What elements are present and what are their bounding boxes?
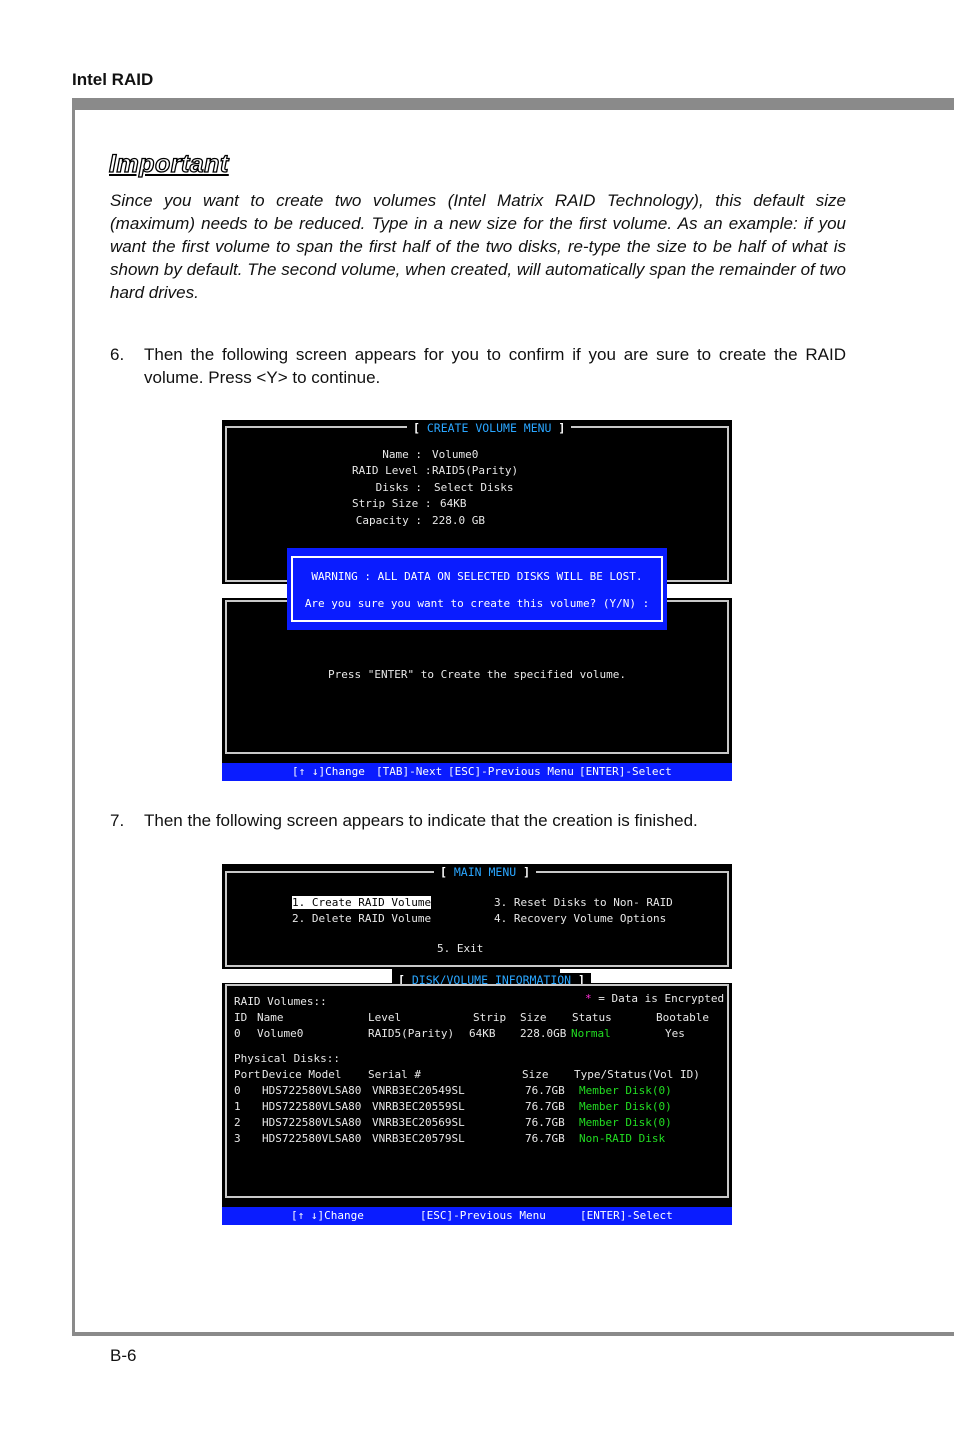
col-bootable: Bootable <box>656 1011 709 1024</box>
disk-model: HDS722580VLSA80 <box>262 1100 362 1113</box>
disk-size: 76.7GB <box>525 1084 565 1097</box>
disk-serial: VNRB3EC20579SL <box>372 1132 465 1145</box>
status-select: [ENTER]-Select <box>580 1209 673 1222</box>
volume-level: RAID5(Parity) <box>368 1027 455 1040</box>
warning-confirm-prompt[interactable]: Are you sure you want to create this volume? (Y/N) : <box>304 597 650 610</box>
field-label-name: Name : <box>382 448 422 461</box>
disk-size: 76.7GB <box>525 1116 565 1129</box>
status-previous: [ESC]-Previous Menu <box>448 765 574 778</box>
disk-type-status: Member Disk(0) <box>579 1084 672 1097</box>
disk-port: 0 <box>234 1084 241 1097</box>
volume-id: 0 <box>234 1027 241 1040</box>
col-serial: Serial # <box>368 1068 421 1081</box>
volume-bootable: Yes <box>665 1027 685 1040</box>
status-change: [↑ ↓]Change <box>292 765 365 778</box>
col-level: Level <box>368 1011 402 1024</box>
encrypted-legend: * = Data is Encrypted <box>585 992 725 1005</box>
col-size: Size <box>520 1011 547 1024</box>
disk-size: 76.7GB <box>525 1132 565 1145</box>
menu-item-recovery-volume-options[interactable]: 4. Recovery Volume Options <box>494 912 667 925</box>
help-text: Press "ENTER" to Create the specified volume. <box>327 668 626 681</box>
main-menu-screen <box>222 864 732 1225</box>
volume-strip: 64KB <box>469 1027 496 1040</box>
volume-status: Normal <box>571 1027 611 1040</box>
status-next: [TAB]-Next <box>376 765 443 778</box>
volume-size: 228.0GB <box>520 1027 567 1040</box>
field-label-capacity: Capacity : <box>355 514 422 527</box>
warning-line-1: WARNING : ALL DATA ON SELECTED DISKS WILL BE LOST. <box>311 570 643 583</box>
raid-volumes-title: RAID Volumes:: <box>234 995 327 1008</box>
status-select: [ENTER]-Select <box>579 765 672 778</box>
status-previous: [ESC]-Previous Menu <box>420 1209 546 1222</box>
disk-serial: VNRB3EC20569SL <box>372 1116 465 1129</box>
left-rule <box>72 110 75 1334</box>
page-number: B-6 <box>110 1346 137 1365</box>
main-menu-header: [ MAIN MENU ] <box>434 865 536 879</box>
col-device-model: Device Model <box>262 1068 342 1081</box>
menu-item-reset-disks[interactable]: 3. Reset Disks to Non- RAID <box>494 896 673 909</box>
step-number: 7. <box>110 811 125 830</box>
disk-port: 2 <box>234 1116 241 1129</box>
create-volume-header: [ CREATE VOLUME MENU ] <box>407 421 571 435</box>
physical-disks-title: Physical Disks:: <box>234 1052 340 1065</box>
disk-volume-info-header: [ DISK/VOLUME INFORMATION ] <box>392 973 591 987</box>
disk-model: HDS722580VLSA80 <box>262 1116 362 1129</box>
warning-dialog <box>287 548 667 630</box>
warning-frame <box>291 556 663 622</box>
status-change: [↑ ↓]Change <box>291 1209 364 1222</box>
col-id: ID <box>234 1011 248 1024</box>
section-title: Intel RAID <box>72 70 154 89</box>
disk-model: HDS722580VLSA80 <box>262 1132 362 1145</box>
bottom-rule <box>72 1332 954 1336</box>
create-volume-screen <box>222 420 732 781</box>
disk-model: HDS722580VLSA80 <box>262 1084 362 1097</box>
step-number: 6. <box>110 345 125 364</box>
important-heading: Important <box>109 150 229 178</box>
col-name: Name <box>257 1011 284 1024</box>
field-label-strip-size: Strip Size : <box>352 497 432 510</box>
status-bar <box>222 1207 732 1225</box>
encrypted-marker: * <box>585 992 592 1005</box>
volume-name: Volume0 <box>257 1027 304 1040</box>
step-text: Then the following screen appears to indicate that the creation is finished. <box>144 811 698 830</box>
disk-serial: VNRB3EC20559SL <box>372 1100 465 1113</box>
field-value-capacity: 228.0 GB <box>432 514 485 527</box>
col-strip: Strip <box>473 1011 507 1024</box>
status-bar <box>222 763 732 781</box>
disk-serial: VNRB3EC20549SL <box>372 1084 465 1097</box>
col-port: Port <box>234 1068 261 1081</box>
disk-port: 1 <box>234 1100 241 1113</box>
menu-item-delete-raid-volume[interactable]: 2. Delete RAID Volume <box>292 912 432 925</box>
disk-size: 76.7GB <box>525 1100 565 1113</box>
disk-type-status: Member Disk(0) <box>579 1116 672 1129</box>
menu-item-create-raid-volume[interactable]: 1. Create RAID Volume <box>292 896 432 909</box>
separator-left <box>222 969 392 983</box>
field-value-name: Volume0 <box>432 448 479 461</box>
col-disk-size: Size <box>522 1068 549 1081</box>
important-text: Since you want to create two volumes (Intel Matrix RAID Technology), this default size (maximum) needs to be reduced. Type in a new size for the first volume. As an example: if you want the first volume to span the first half of the two disks, re-type the size to be half of what is shown by default. The second volume, when created, will automatically span the remainder of two hard drives. <box>110 191 846 302</box>
col-status: Status <box>572 1011 612 1024</box>
field-value-disks: Select Disks <box>434 481 514 494</box>
header-bar <box>72 98 954 110</box>
step-text: Then the following screen appears for you to confirm if you are sure to create the RAID volume. Press <Y> to continue. <box>144 345 846 387</box>
field-label-disks: Disks : <box>375 481 422 494</box>
field-label-raid-level: RAID Level : <box>352 464 432 477</box>
field-value-strip-size: 64KB <box>440 497 467 510</box>
disk-type-status: Non-RAID Disk <box>579 1132 666 1145</box>
field-value-raid-level: RAID5(Parity) <box>432 464 519 477</box>
disk-type-status: Member Disk(0) <box>579 1100 672 1113</box>
disk-port: 3 <box>234 1132 241 1145</box>
menu-item-exit[interactable]: 5. Exit <box>437 942 484 955</box>
col-type-status: Type/Status(Vol ID) <box>574 1068 700 1081</box>
